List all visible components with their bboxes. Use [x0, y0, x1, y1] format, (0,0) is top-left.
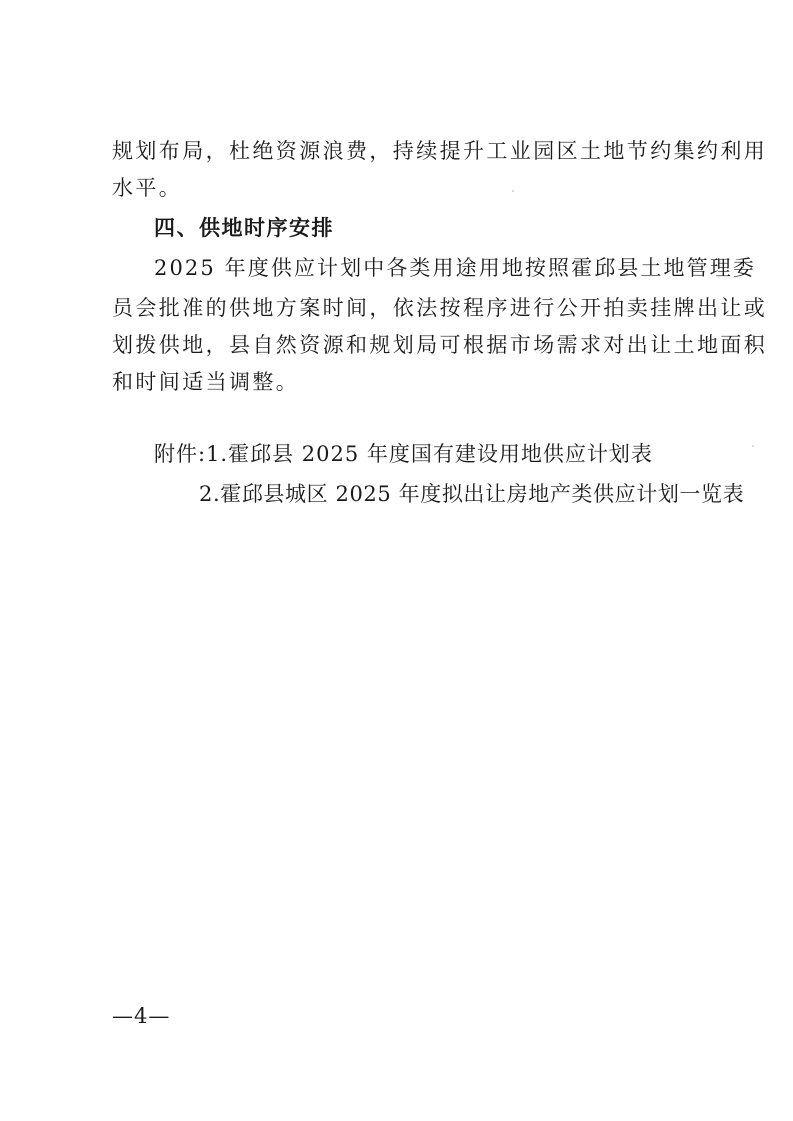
body-text-line: 划拨供地，县自然资源和规划局可根据市场需求对出让土地面积	[112, 333, 768, 357]
scan-speck	[512, 190, 514, 192]
scan-speck	[752, 445, 754, 447]
body-text-line: 水平。	[112, 176, 183, 200]
section-heading: 四、供地时序安排	[154, 216, 334, 240]
body-text-line: 和时间适当调整。	[112, 370, 300, 394]
body-text-line: 2025 年度供应计划中各类用途用地按照霍邱县土地管理委	[154, 256, 756, 280]
attachment-item: 2.霍邱县城区 2025 年度拟出让房地产类供应计划一览表	[199, 482, 745, 506]
body-text-line: 员会批准的供地方案时间，依法按程序进行公开拍卖挂牌出让或	[112, 296, 768, 320]
attachment-item: 附件:1.霍邱县 2025 年度国有建设用地供应计划表	[154, 442, 653, 466]
page-number: —4—	[112, 1004, 171, 1028]
body-text-line: 规划布局，杜绝资源浪费，持续提升工业园区土地节约集约利用	[112, 139, 768, 163]
